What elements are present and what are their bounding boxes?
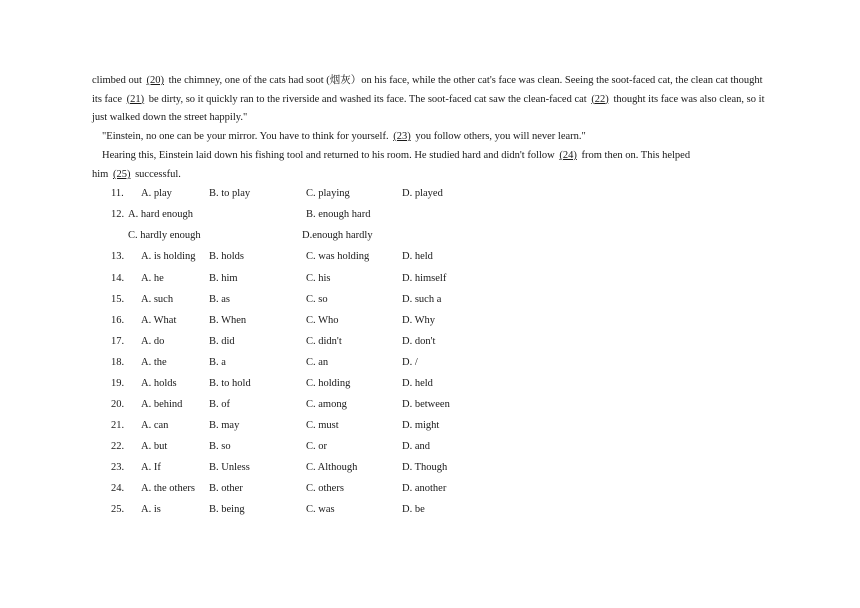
option-a: A. such bbox=[141, 294, 174, 305]
option-b: B. Unless bbox=[209, 462, 250, 473]
passage-text: you follow others, you will never learn." bbox=[412, 131, 586, 142]
option-d: D. don't bbox=[402, 336, 436, 347]
question-number: 12. bbox=[111, 209, 125, 220]
passage-text: successful. bbox=[132, 169, 181, 180]
option-d: D. between bbox=[402, 399, 450, 410]
passage-text: climbed out bbox=[92, 75, 145, 86]
option-c: C. so bbox=[306, 294, 328, 305]
question-number: 14. bbox=[111, 273, 125, 284]
question-number: 15. bbox=[111, 294, 125, 305]
blank-22: (22) bbox=[591, 93, 609, 105]
option-c: C. must bbox=[306, 420, 339, 431]
passage-text: thought its face was also clean, so it just walked down the street happily." bbox=[92, 93, 765, 123]
question-row bbox=[0, 354, 760, 372]
question-number: 22. bbox=[111, 441, 125, 452]
question-row bbox=[0, 480, 760, 498]
question-row bbox=[0, 248, 760, 266]
option-c: C. among bbox=[306, 399, 347, 410]
option-a: C. hardly enough bbox=[128, 230, 201, 241]
question-number: 20. bbox=[111, 399, 125, 410]
option-a: A. holds bbox=[141, 378, 177, 389]
option-b: B. did bbox=[209, 336, 235, 347]
option-a: A. the bbox=[141, 357, 167, 368]
question-row bbox=[0, 438, 760, 456]
option-b: B. of bbox=[209, 399, 230, 410]
option-b: B. to play bbox=[209, 188, 251, 199]
option-c: C. Although bbox=[306, 462, 358, 473]
option-a: A. can bbox=[141, 420, 169, 431]
option-b: B. When bbox=[209, 315, 247, 326]
question-row bbox=[0, 417, 760, 435]
option-d: D. Though bbox=[402, 462, 448, 473]
option-c: C. others bbox=[306, 483, 344, 494]
question-number: 23. bbox=[111, 462, 125, 473]
option-b: B. as bbox=[209, 294, 230, 305]
blank-23: (23) bbox=[393, 131, 411, 142]
question-number: 13. bbox=[111, 251, 125, 262]
question-row bbox=[0, 185, 760, 203]
blank-24: (24) bbox=[559, 150, 577, 161]
option-c: C. was holding bbox=[306, 251, 370, 262]
option-d: D. such a bbox=[402, 294, 442, 305]
option-d: D. be bbox=[402, 504, 425, 515]
question-row bbox=[0, 501, 760, 519]
passage-paragraph-1 bbox=[92, 72, 772, 128]
option-b: B. being bbox=[209, 504, 245, 515]
passage-text: the chimney, one of the cats had soot (烟灰）on his face, while the other cat's face was clean. Seeing the soot-faced cat, the clean cat thought its face bbox=[92, 75, 763, 105]
option-d: D. might bbox=[402, 420, 440, 431]
question-number: 25. bbox=[111, 504, 125, 515]
option-d: D. and bbox=[402, 441, 430, 452]
option-c: C. his bbox=[306, 273, 331, 284]
question-number: 11. bbox=[111, 188, 124, 199]
passage-text: be dirty, so it quickly ran to the riverside and washed its face. The soot-faced cat saw the clean-faced cat bbox=[146, 93, 590, 105]
option-d: D. himself bbox=[402, 273, 447, 284]
question-row bbox=[0, 227, 760, 245]
option-b: B. to hold bbox=[209, 378, 251, 389]
question-number: 19. bbox=[111, 378, 125, 389]
option-c: C. Who bbox=[306, 315, 339, 326]
question-row bbox=[0, 333, 760, 351]
question-number: 21. bbox=[111, 420, 125, 431]
option-a: A. but bbox=[141, 441, 168, 452]
question-row bbox=[0, 375, 760, 393]
blank-21: (21) bbox=[126, 93, 145, 105]
option-c: C. an bbox=[306, 357, 329, 368]
option-a: A. is bbox=[141, 504, 161, 515]
option-c: C. holding bbox=[306, 378, 351, 389]
passage-paragraph-3 bbox=[92, 147, 792, 166]
question-row bbox=[0, 291, 760, 309]
option-d: D. played bbox=[402, 188, 443, 199]
option-a: A. What bbox=[141, 315, 177, 326]
option-a: A. If bbox=[141, 462, 161, 473]
question-row bbox=[0, 312, 760, 330]
option-b: B. him bbox=[209, 273, 238, 284]
passage-text: from then on. This helped bbox=[578, 150, 691, 161]
passage-paragraph-4 bbox=[92, 166, 772, 185]
option-d: D. / bbox=[402, 357, 418, 368]
option-d: D. held bbox=[402, 251, 433, 262]
question-row bbox=[0, 396, 760, 414]
option-d: D. another bbox=[402, 483, 447, 494]
question-number: 17. bbox=[111, 336, 125, 347]
passage-paragraph-2 bbox=[92, 128, 772, 147]
question-number: 24. bbox=[111, 483, 125, 494]
blank-25: (25) bbox=[112, 169, 131, 180]
blank-20: (20) bbox=[146, 75, 164, 86]
passage-text: Hearing this, Einstein laid down his fishing tool and returned to his room. He studied hard and didn't follow bbox=[102, 150, 558, 161]
question-number: 18. bbox=[111, 357, 125, 368]
option-b: B. a bbox=[209, 357, 226, 368]
option-a: A. the others bbox=[141, 483, 195, 494]
option-a: A. behind bbox=[141, 399, 183, 410]
option-a: A. he bbox=[141, 273, 164, 284]
option-c: D.enough hardly bbox=[302, 230, 373, 241]
option-c: B. enough hard bbox=[306, 209, 371, 220]
option-a: A. play bbox=[141, 188, 172, 199]
option-d: D. held bbox=[402, 378, 433, 389]
question-row bbox=[0, 270, 760, 288]
option-a: A. hard enough bbox=[128, 209, 194, 220]
question-row bbox=[0, 206, 760, 224]
option-b: B. may bbox=[209, 420, 240, 431]
option-b: B. so bbox=[209, 441, 231, 452]
question-row bbox=[0, 459, 760, 477]
option-c: C. was bbox=[306, 504, 335, 515]
option-c: C. didn't bbox=[306, 336, 342, 347]
option-c: C. playing bbox=[306, 188, 350, 199]
passage-text: him bbox=[92, 169, 111, 180]
option-a: A. is holding bbox=[141, 251, 196, 262]
option-d: D. Why bbox=[402, 315, 436, 326]
option-b: B. holds bbox=[209, 251, 245, 262]
question-number: 16. bbox=[111, 315, 125, 326]
passage-text: "Einstein, no one can be your mirror. You have to think for yourself. bbox=[102, 131, 392, 142]
option-c: C. or bbox=[306, 441, 327, 452]
option-b: B. other bbox=[209, 483, 243, 494]
option-a: A. do bbox=[141, 336, 165, 347]
